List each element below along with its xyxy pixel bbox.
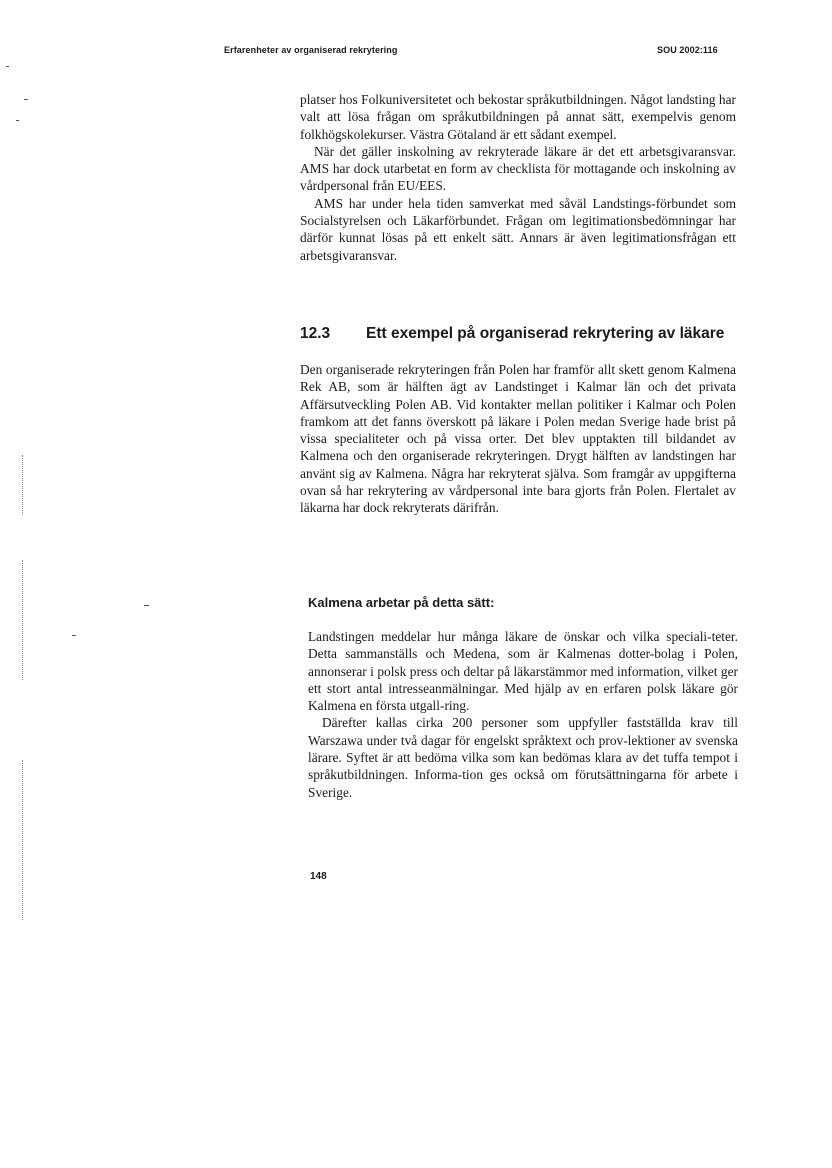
subheading: Kalmena arbetar på detta sätt:: [308, 595, 495, 610]
paragraph: Därefter kallas cirka 200 personer som uppfyller fastställda krav till Warszawa under två dagar för engelskt språktext och prov-lektioner av svenska lärare. Syftet är att bedöma vilka som kan bedömas klara av det tuffa tempot i språkutbildningen. Informa-tion ges också om förutsättningarna för arbete i Sverige.: [308, 715, 738, 800]
paragraph: När det gäller inskolning av rekryterade läkare är det ett arbetsgivaransvar. AMS har dock utarbetat en form av checklista för mottagande och inskolning av vårdpersonal från EU/EES.: [300, 143, 736, 194]
running-head-document-id: SOU 2002:116: [657, 45, 718, 55]
body-text-block: [308, 628, 738, 801]
scan-artifact: [22, 760, 24, 920]
scan-artifact: [24, 99, 28, 100]
body-text-block: [300, 361, 736, 517]
section-title: Ett exempel på organiserad rekrytering av läkare: [366, 325, 725, 342]
paragraph: AMS har under hela tiden samverkat med såväl Landstings-förbundet som Socialstyrelsen och Läkarförbundet. Frågan om legitimationsbedömningar har därför kunnat lösas på ett enkelt sätt. Annars är även legitimationsfrågan ett arbetsgivaransvar.: [300, 195, 736, 263]
running-head-title: Erfarenheter av organiserad rekrytering: [224, 45, 398, 55]
paragraph: Landstingen meddelar hur många läkare de önskar och vilka speciali-teter. Detta sammanställs och Medena, som är Kalmenas dotter-bolag i Polen, annonserar i polsk press och deltar på läkarstämmor med information, vilket ger ett stort antal intresseanmälningar. Med hjälp av en erfaren polsk läkare gör Kalmena en första utgall-ring.: [308, 629, 738, 714]
scan-artifact: [16, 120, 19, 121]
body-text-block: [300, 91, 736, 264]
scan-artifact: [144, 605, 149, 606]
page-number: 148: [310, 871, 327, 882]
scan-artifact: [6, 66, 9, 67]
scan-artifact: [22, 455, 24, 515]
scan-artifact: [22, 560, 24, 680]
section-number: 12.3: [300, 325, 331, 342]
section-heading: [300, 325, 724, 343]
paragraph: platser hos Folkuniversitetet och bekostar språkutbildningen. Något landsting har valt att lösa frågan om språkutbildningen på annat sätt, exempelvis genom folkhögskolekurser. Västra Götaland är ett sådant exempel.: [300, 92, 736, 142]
scan-artifact: [72, 635, 76, 636]
paragraph: Den organiserade rekryteringen från Polen har framför allt skett genom Kalmena Rek AB, som är hälften ägt av Landstinget i Kalmar län och det privata Affärsutveckling Polen AB. Vid kontakter mellan politiker i Kalmar och Polen framkom att det fanns överskott på läkare i Polen medan Sverige hade brist på vissa specialiteter och på vissa orter. Det blev upptakten till bildandet av Kalmena och den organiserade rekryteringen. Drygt hälften av landstingen har använt sig av Kalmena. Några har rekryterat själva. Som framgår av uppgifterna ovan så har rekrytering av vårdpersonal inte bara gjorts från Polen. Flertalet av läkarna har dock rekryterats därifrån.: [300, 362, 736, 516]
